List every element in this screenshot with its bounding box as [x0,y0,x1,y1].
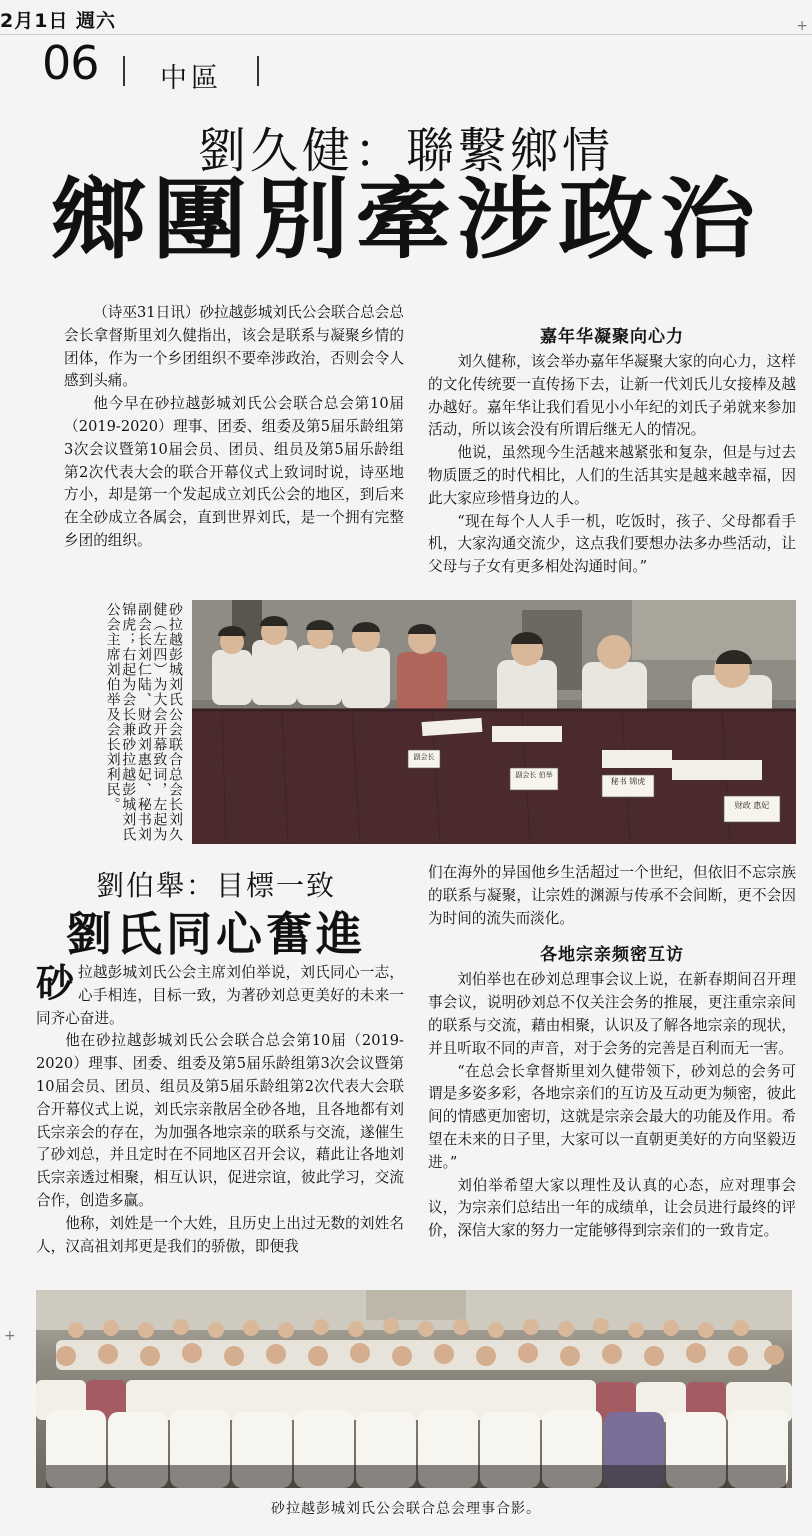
paragraph: 刘伯举希望大家以理性及认真的心态，应对理事会议，为宗亲们总结出一年的成绩单，让会员进行最终的评价，深信大家的努力一定能够得到宗亲们的一致肯定。 [428,1176,796,1240]
photo2-caption: 砂拉越彭城刘氏公会联合总会理事合影。 [271,1501,541,1517]
article2-left-column [36,962,404,1258]
article1-subhead: 嘉年华凝聚向心力 [540,327,684,347]
paragraph: 刘伯举也在砂刘总理事会议上说，在新春期间召开理事会议，说明砂刘总不仅关注会务的推展，更注重宗亲间的联系与交流，藉由相聚，认识及了解各地宗亲的现状，并且听取不同的声音，对于会务的完善是百利而无一害。 [428,971,796,1057]
crop-mark-icon: + [4,1328,16,1344]
divider [123,56,125,86]
page-number: 06 [42,36,99,90]
article2-right-column [428,862,796,1243]
article1-right-column [428,318,796,579]
divider [257,56,259,86]
paragraph [36,962,404,1030]
meeting-photo-illustration [192,600,796,844]
placard-secretary: 秘书 锦虎 [610,777,646,786]
section-name: 中區 [160,63,222,94]
paragraph: （诗巫31日讯）砂拉越彭城刘氏公会联合总会总会长拿督斯里刘久健指出，该会是联系与凝聚乡情的团体，作为一个乡团组织不要牵涉政治，否则会令人感到头痛。 [64,304,404,390]
paragraph: 们在海外的异国他乡生活超过一个世纪，但依旧不忘宗族的联系与凝聚，让宗姓的渊源与传承不会间断，更不会因为时间的流失而淡化。 [428,864,796,927]
meeting-photo [192,600,796,844]
date-line: 2月1日 週六 [0,10,117,32]
photo1-caption: 砂拉越彭城刘氏公会联合总会长刘久健（左四）为大会开幕致词，左起为副会长刘仁陆、财政刘惠妃、秘书刘锦虎；右起为会长兼砂拉越彭城刘氏公会主席刘伯举及会长刘利民。 [104,602,183,842]
crop-mark-icon: + [796,18,808,34]
paragraph-text: 拉越彭城刘氏公会主席刘伯举说，刘氏同心一志，心手相连，目标一致，为著砂刘总更美好的未来一同齐心奋进。 [36,964,404,1027]
top-rule [0,34,812,35]
paragraph: 他今早在砂拉越彭城刘氏公会联合总会第10届（2019-2020）理事、团委、组委及第5届乐龄组第3次会议暨第10届会员、团员、组员及第5届乐龄组第2次代表大会的联合开幕仪式上致词时说，诗巫地方小，却是第一个发起成立刘氏公会的地区，到后来在全砂成立各属会，直到世界刘氏，是一个拥有完整乡团的组织。 [64,395,404,549]
article1-kicker: 劉久健：聯繫鄉情 [197,123,614,179]
paragraph: 他称，刘姓是一个大姓，且历史上出过无数的刘姓名人，汉高祖刘邦更是我们的骄傲，即便我 [36,1214,404,1255]
paragraph: “在总会长拿督斯里刘久健带领下，砂刘总的会务可谓是多姿多彩，各地宗亲们的互访及互动更为频密，彼此间的情感更加密切，这就是宗亲会最大的功能及作用。希望在未来的日子里，大家可以一直朝更美好的方向坚毅迈进。” [428,1062,796,1171]
article1-left-column [64,302,404,553]
placard-vice-president: 副会长 [413,753,435,761]
paragraph: 他说，虽然现今生活越来越紧张和复杂，但是与过去物质匮乏的时代相比，人们的生活其实是越来越幸福，因此大家应珍惜身边的人。 [428,444,796,507]
article2-kicker: 劉伯舉：目標一致 [96,869,337,902]
group-photo [36,1290,792,1488]
article1-headline: 鄉團別牽涉政治 [50,168,762,271]
placard-treasurer: 财政 惠妃 [734,801,770,810]
group-photo-illustration [36,1290,792,1488]
paragraph: “现在每个人人手一机，吃饭时，孩子、父母都看手机，大家沟通交流少，这点我们要想办法多办些活动，让父母与子女有更多相处沟通时间。” [428,512,796,576]
dropcap: 砂 [36,960,75,1005]
article2-subhead: 各地宗亲频密互访 [540,945,684,966]
paragraph: 他在砂拉越彭城刘氏公会联合总会第10届（2019-2020）理事、团委、组委及第5届乐龄组第3次会议暨第10届会员、团员、组员及第5届乐龄组第2次代表大会联合开幕仪式上说，刘氏宗亲散居全砂各地，且各地都有刘氏宗亲会的存在，为加强各地宗亲的联系与交流，遂催生了砂刘总，并且定时在不同地区召开会议，藉此让各地刘氏宗亲透过相聚，相互认识，促进宗谊，彼此学习，交流合作，创造多赢。 [36,1032,404,1209]
placard-vice-president-2: 副会长 伯举 [515,771,553,779]
article2-headline: 劉氏同心奮進 [66,907,366,961]
paragraph: 刘久健称，该会举办嘉年华凝聚大家的向心力，这样的文化传统要一直传扬下去，让新一代刘氏儿女接棒及越办越好。嘉年华让我们看见小小年纪的刘氏子弟就来参加活动，所以该会没有所谓后继无人的情况。 [428,353,796,439]
